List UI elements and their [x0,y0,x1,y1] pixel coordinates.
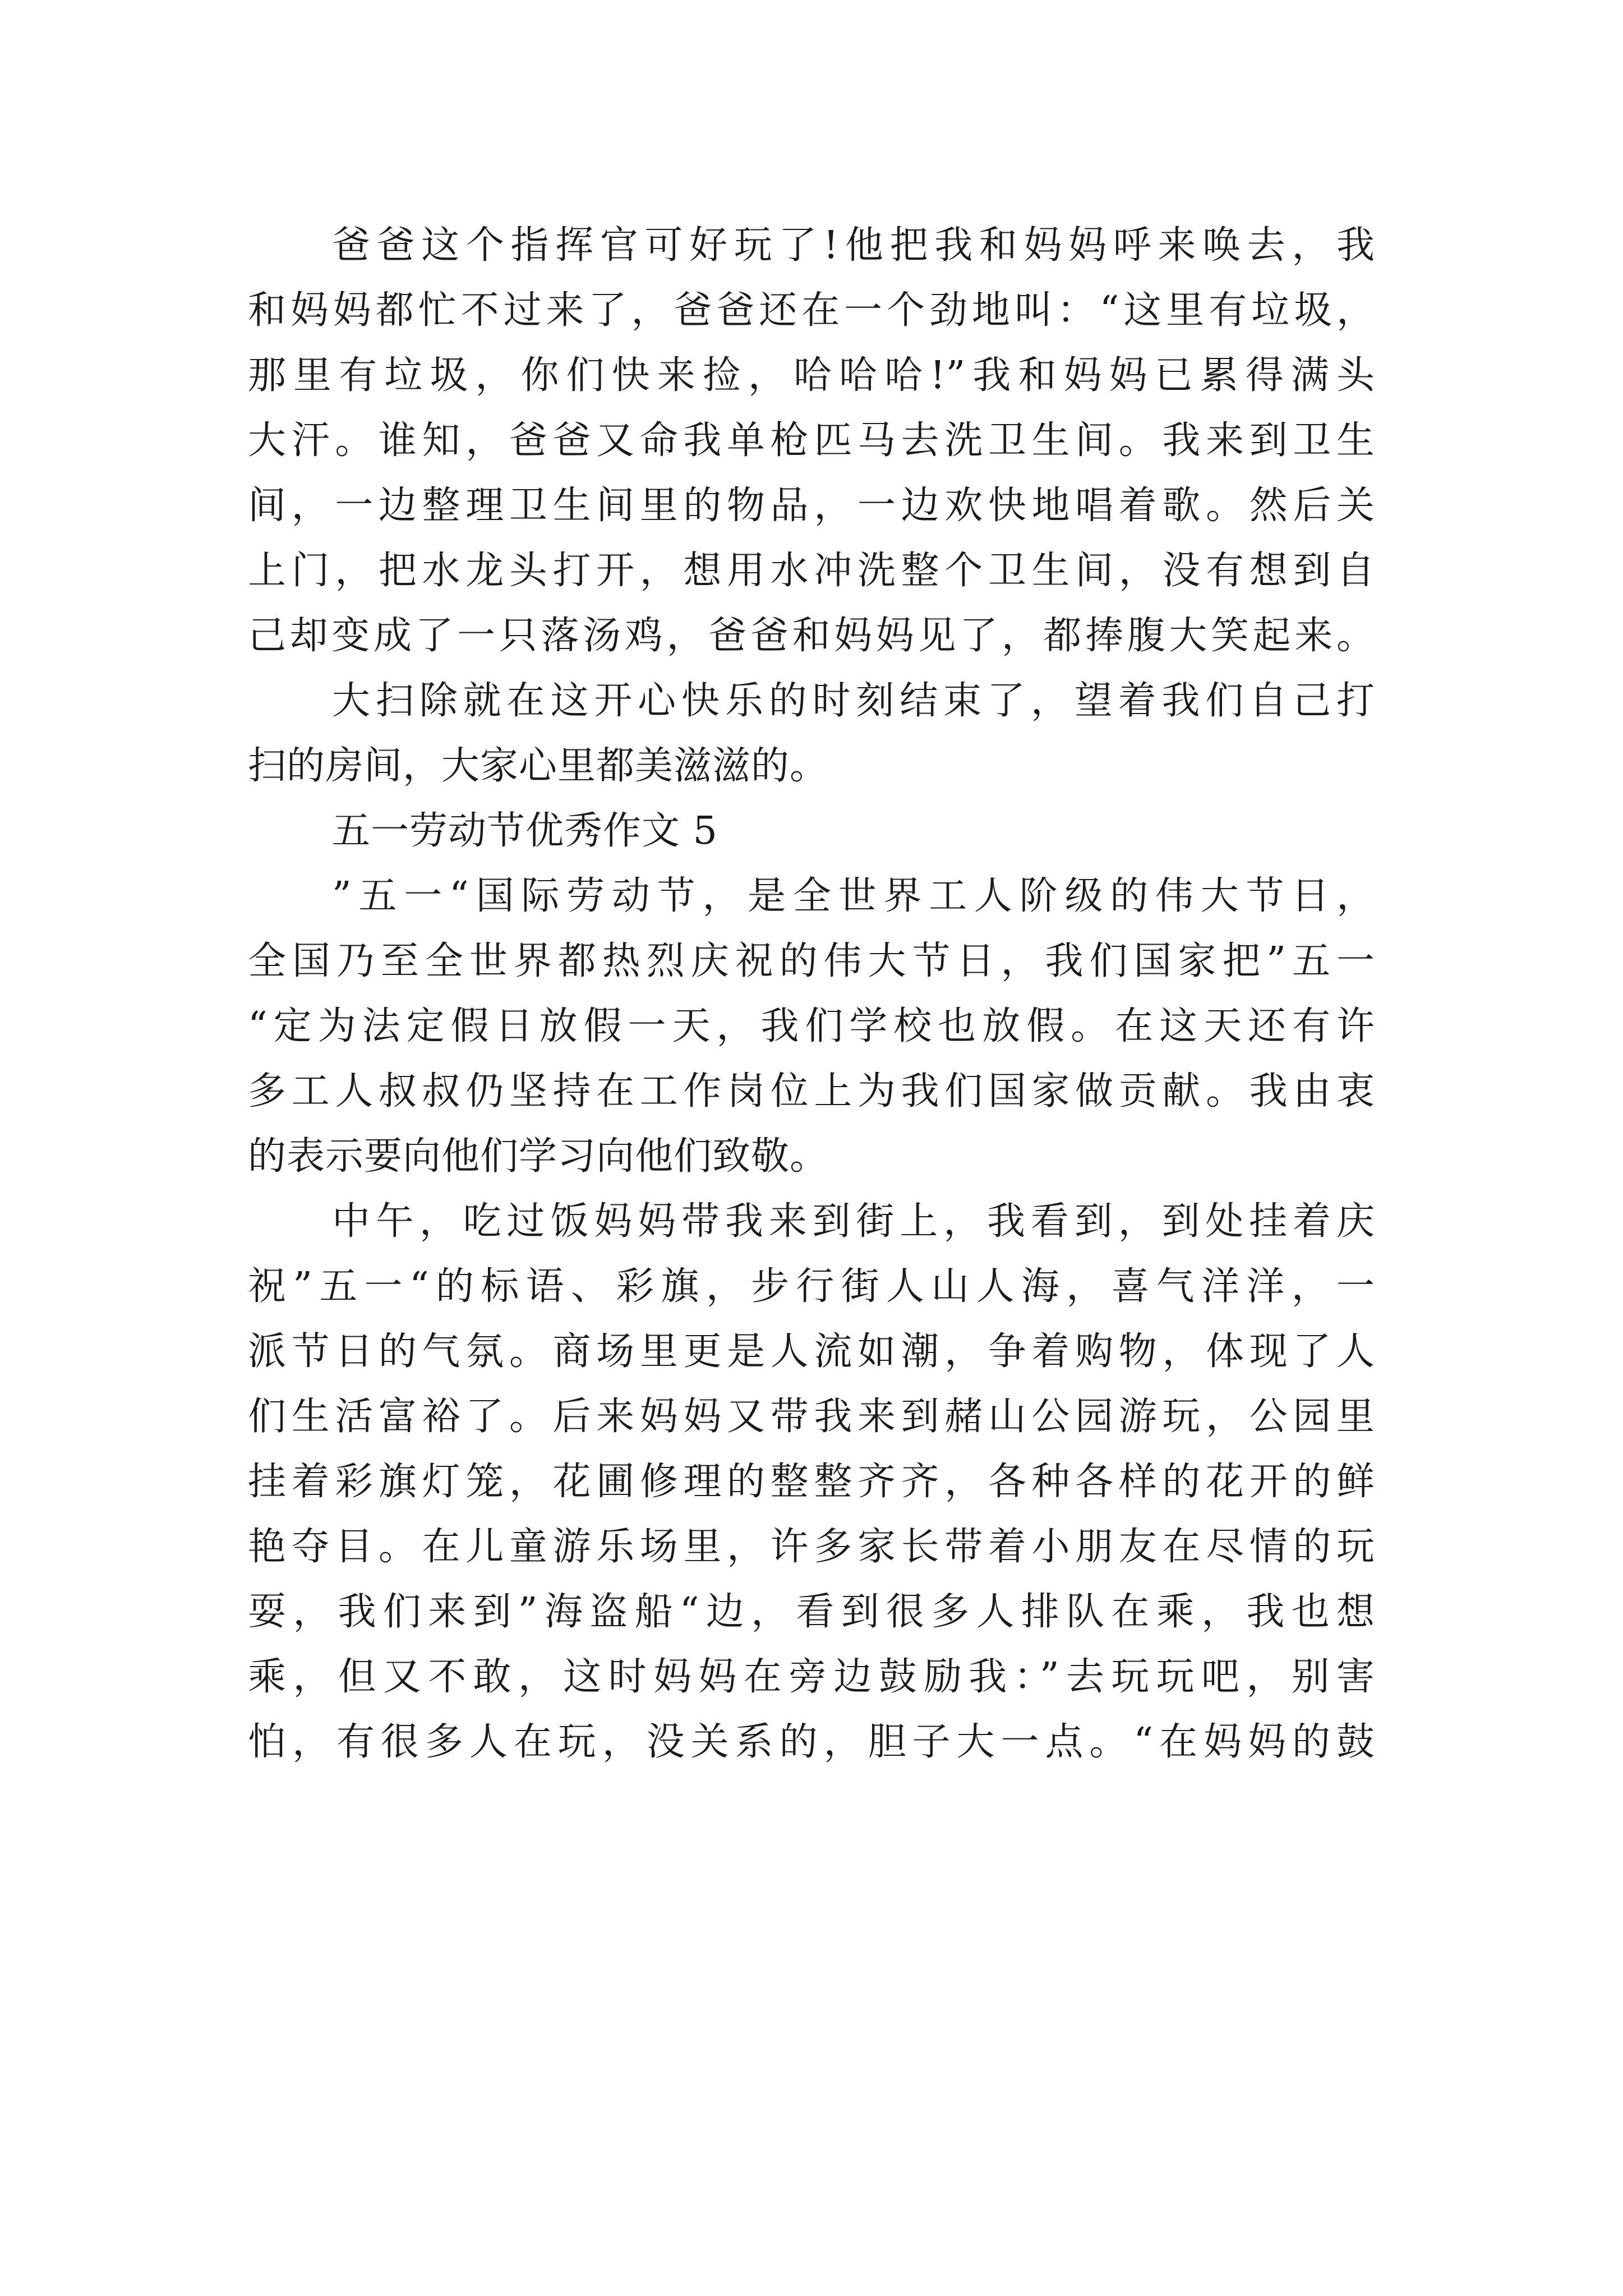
text-line: 祝”五一“的标语、彩旗，步行街人山人海，喜气洋洋，一 [248,1264,1375,1309]
text-line: “定为法定假日放假一天，我们学校也放假。在这天还有许 [248,1004,1375,1048]
section-heading [248,799,1375,864]
text-line: 中午，吃过饭妈妈带我来到街上，我看到，到处挂着庆 [332,1199,1375,1244]
text-line: 怕，有很多人在玩，没关系的，胆子大一点。“在妈妈的鼓 [248,1720,1375,1764]
text-line: 挂着彩旗灯笼，花圃修理的整整齐齐，各种各样的花开的鲜 [248,1460,1375,1504]
text-line: 大汗。谁知，爸爸又命我单枪匹马去洗卫生间。我来到卫生 [248,418,1375,463]
text-line: 全国乃至全世界都热烈庆祝的伟大节日，我们国家把”五一 [248,939,1375,983]
heading-text: 五一劳动节优秀作文 5 [332,809,718,853]
text-line: 和妈妈都忙不过来了，爸爸还在一个劲地叫：“这里有垃圾， [248,288,1375,333]
document-body [248,213,1375,1775]
paragraph [248,1189,1375,1775]
text-line: 扫的房间，大家心里都美滋滋的。 [248,744,829,788]
text-line: 多工人叔叔仍坚持在工作岗位上为我们国家做贡献。我由衷 [248,1069,1375,1114]
text-line: 艳夺目。在儿童游乐场里，许多家长带着小朋友在尽情的玩 [248,1525,1375,1569]
text-line: 上门，把水龙头打开，想用水冲洗整个卫生间，没有想到自 [248,549,1375,593]
text-line: 己却变成了一只落汤鸡，爸爸和妈妈见了，都捧腹大笑起来。 [248,614,1375,658]
paragraph [248,213,1375,669]
text-line: 爸爸这个指挥官可好玩了!他把我和妈妈呼来唤去，我 [332,223,1375,268]
text-line: 乘，但又不敢，这时妈妈在旁边鼓励我：”去玩玩吧，别害 [248,1655,1375,1699]
text-line: 那里有垃圾，你们快来捡，哈哈哈!”我和妈妈已累得满头 [248,353,1375,398]
text-line: 间，一边整理卫生间里的物品，一边欢快地唱着歌。然后关 [248,484,1375,528]
text-line: ”五一“国际劳动节，是全世界工人阶级的伟大节日， [332,874,1375,918]
text-line: 派节日的气氛。商场里更是人流如潮，争着购物，体现了人 [248,1329,1375,1374]
text-line: 大扫除就在这开心快乐的时刻结束了，望着我们自己打 [332,679,1375,723]
paragraph [248,669,1375,799]
text-line: 们生活富裕了。后来妈妈又带我来到赭山公园游玩，公园里 [248,1395,1375,1439]
paragraph [248,864,1375,1189]
text-line: 耍，我们来到”海盗船“边，看到很多人排队在乘，我也想 [248,1590,1375,1634]
text-line: 的表示要向他们学习向他们致敬。 [248,1134,829,1179]
